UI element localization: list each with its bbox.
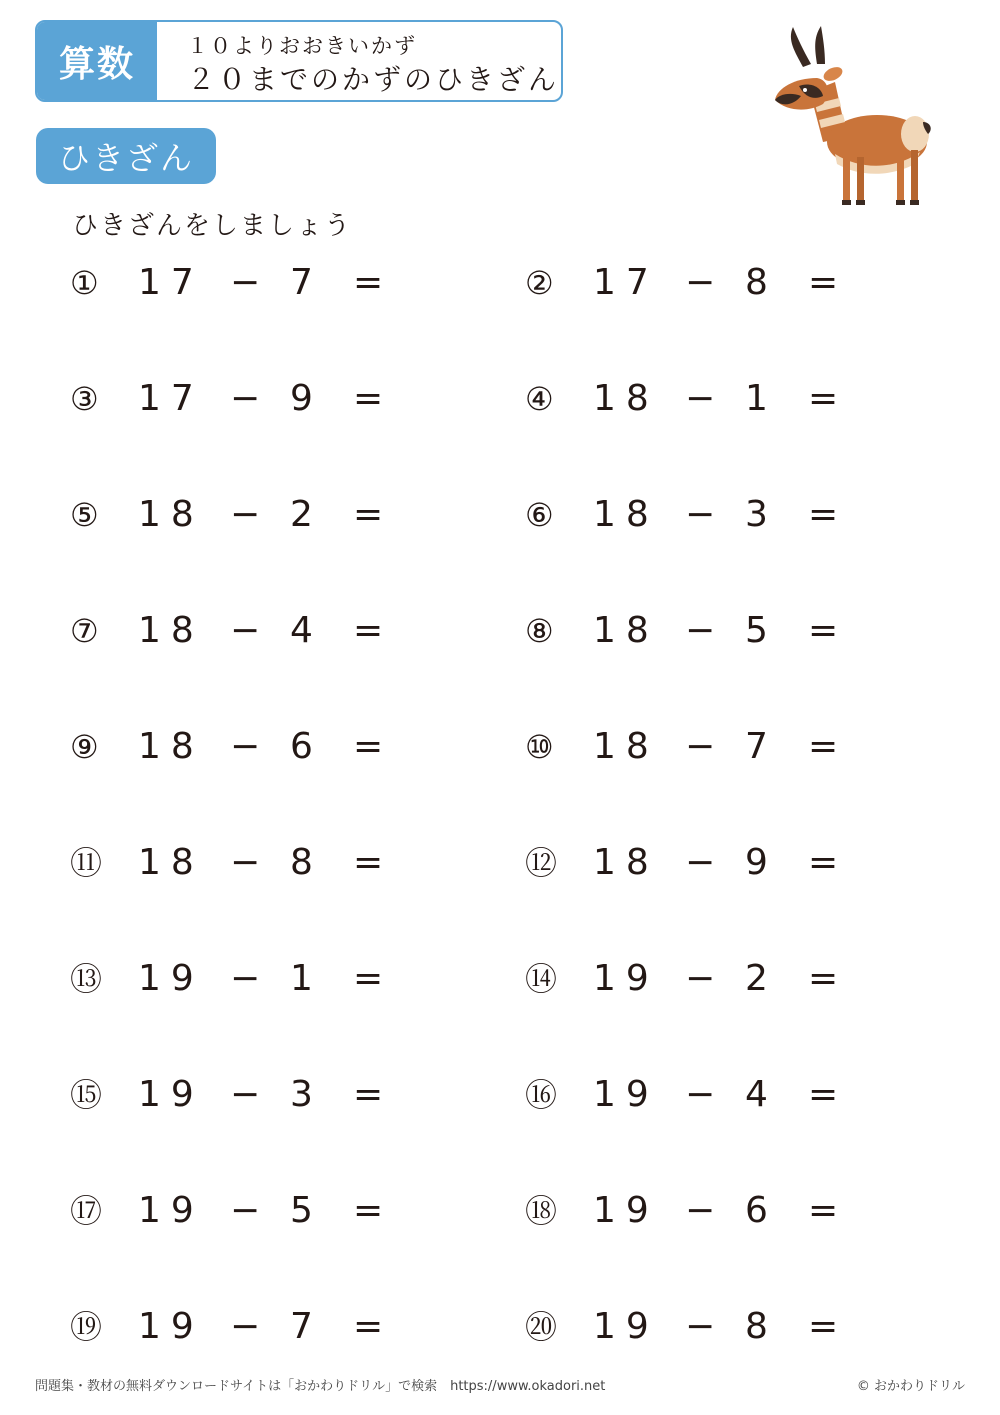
minus-sign: −: [685, 262, 716, 303]
minuend: 19: [593, 1074, 659, 1115]
minuend: 18: [138, 726, 204, 767]
minuend: 18: [138, 610, 204, 651]
minus-sign: −: [230, 610, 261, 651]
minus-sign: −: [685, 378, 716, 419]
minuend: 17: [593, 262, 659, 303]
minus-sign: −: [230, 958, 261, 999]
minus-sign: −: [230, 494, 261, 535]
minus-sign: −: [685, 1306, 716, 1347]
problem-number: ⑱: [525, 1192, 558, 1230]
problem-number: ⑭: [525, 960, 558, 998]
subtrahend: 3: [745, 494, 768, 535]
problem-number: ⑩: [525, 728, 554, 766]
problem-number: ②: [525, 264, 554, 302]
minuend: 18: [593, 842, 659, 883]
subtrahend: 3: [290, 1074, 313, 1115]
minus-sign: −: [685, 958, 716, 999]
problem-number: ⑲: [70, 1308, 103, 1346]
subtrahend: 8: [745, 1306, 768, 1347]
minus-sign: −: [230, 262, 261, 303]
minus-sign: −: [685, 610, 716, 651]
minuend: 18: [593, 610, 659, 651]
minuend: 19: [593, 1190, 659, 1231]
problem-number: ⑥: [525, 496, 554, 534]
subtrahend: 1: [290, 958, 313, 999]
minuend: 18: [138, 842, 204, 883]
minuend: 19: [138, 1306, 204, 1347]
equals-sign: =: [353, 494, 384, 535]
equals-sign: =: [353, 958, 384, 999]
problem-number: ⑨: [70, 728, 99, 766]
equals-sign: =: [808, 726, 839, 767]
problem-number: ⑳: [525, 1308, 558, 1346]
problem-number: ⑦: [70, 612, 99, 650]
subtrahend: 1: [745, 378, 768, 419]
instruction-text: ひきざんをしましょう: [72, 211, 353, 241]
problem-number: ⑮: [70, 1076, 103, 1114]
subtrahend: 4: [290, 610, 313, 651]
problem-number: ③: [70, 380, 99, 418]
subtrahend: 2: [290, 494, 313, 535]
equals-sign: =: [808, 378, 839, 419]
equals-sign: =: [353, 1074, 384, 1115]
problem-number: ④: [525, 380, 554, 418]
minuend: 18: [593, 494, 659, 535]
subtrahend: 7: [290, 1306, 313, 1347]
worksheet-header: [35, 20, 563, 102]
problem-number: ⑪: [70, 844, 103, 882]
minus-sign: −: [230, 378, 261, 419]
antelope-icon: [765, 22, 935, 207]
subtrahend: 9: [745, 842, 768, 883]
equals-sign: =: [353, 726, 384, 767]
equals-sign: =: [353, 1190, 384, 1231]
minuend: 17: [138, 378, 204, 419]
minuend: 19: [593, 1306, 659, 1347]
footer-copyright: © おかわりドリル: [856, 1379, 965, 1394]
minuend: 19: [593, 958, 659, 999]
equals-sign: =: [353, 378, 384, 419]
minuend: 19: [138, 1190, 204, 1231]
footer-source-text: 問題集・教材の無料ダウンロードサイトは「おかわりドリル」で検索 https://www.okadori.net: [35, 1379, 606, 1394]
problem-number: ⑫: [525, 844, 558, 882]
minus-sign: −: [685, 1190, 716, 1231]
equals-sign: =: [353, 610, 384, 651]
minuend: 19: [138, 958, 204, 999]
minuend: 17: [138, 262, 204, 303]
minus-sign: −: [230, 1306, 261, 1347]
worksheet-title: ２０までのかずのひきざん: [187, 63, 560, 96]
equals-sign: =: [808, 842, 839, 883]
subtrahend: 5: [290, 1190, 313, 1231]
subtrahend: 5: [745, 610, 768, 651]
problem-number: ①: [70, 264, 99, 302]
minuend: 18: [138, 494, 204, 535]
minus-sign: −: [685, 494, 716, 535]
minuend: 18: [593, 726, 659, 767]
equals-sign: =: [353, 262, 384, 303]
problem-number: ⑯: [525, 1076, 558, 1114]
minus-sign: −: [685, 1074, 716, 1115]
subject-badge: 算数: [37, 22, 157, 100]
problem-number: ⑧: [525, 612, 554, 650]
worksheet-subtitle: １０よりおおきいかず: [187, 34, 417, 58]
equals-sign: =: [808, 1190, 839, 1231]
minus-sign: −: [685, 726, 716, 767]
subtrahend: 7: [745, 726, 768, 767]
minuend: 19: [138, 1074, 204, 1115]
problem-number: ⑬: [70, 960, 103, 998]
problem-number: ⑰: [70, 1192, 103, 1230]
equals-sign: =: [808, 610, 839, 651]
subtrahend: 7: [290, 262, 313, 303]
subtrahend: 6: [290, 726, 313, 767]
equals-sign: =: [808, 494, 839, 535]
equals-sign: =: [808, 1306, 839, 1347]
equals-sign: =: [808, 958, 839, 999]
minus-sign: −: [230, 726, 261, 767]
subtrahend: 2: [745, 958, 768, 999]
minuend: 18: [593, 378, 659, 419]
subtrahend: 6: [745, 1190, 768, 1231]
minus-sign: −: [230, 1190, 261, 1231]
equals-sign: =: [353, 842, 384, 883]
section-label: ひきざん: [36, 128, 216, 184]
minus-sign: −: [685, 842, 716, 883]
minus-sign: −: [230, 842, 261, 883]
minus-sign: −: [230, 1074, 261, 1115]
subtrahend: 4: [745, 1074, 768, 1115]
problem-number: ⑤: [70, 496, 99, 534]
equals-sign: =: [808, 262, 839, 303]
equals-sign: =: [353, 1306, 384, 1347]
equals-sign: =: [808, 1074, 839, 1115]
subtrahend: 9: [290, 378, 313, 419]
subtrahend: 8: [745, 262, 768, 303]
subtrahend: 8: [290, 842, 313, 883]
